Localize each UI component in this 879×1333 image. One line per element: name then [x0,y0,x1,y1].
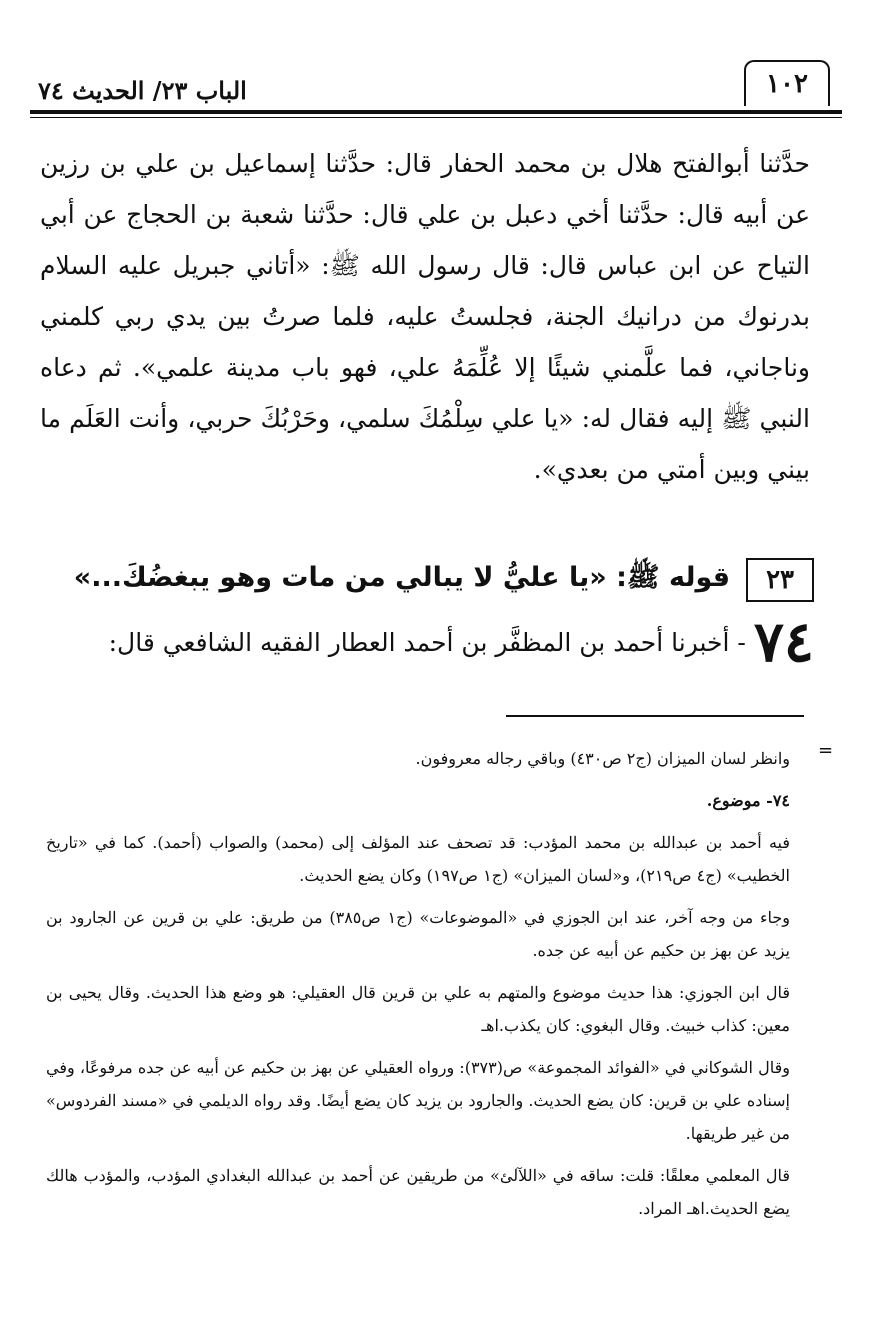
main-text: حدَّثنا أبوالفتح هلال بن محمد الحفار قال: حدَّثنا إسماعيل بن علي بن رزين عن أبيه قال: حدَّثنا أخي دعبل بن علي قال: حدَّثنا شعبة بن الحجاج عن أبي التياح عن ابن عباس قال: قال رسول الله ﷺ: «أتاني جبريل عليه السلام بدرنوك من درانيك الجنة، فجلستُ عليه، فلما صرتُ بين يدي ربي كلمني وناجاني، فما علَّمني شيئًا إلا عُلِّمَهُ علي، فهو باب مدينة علمي». ثم دعاه النبي ﷺ إليه فقال له: «يا علي سِلْمُكَ سلمي، وحَرْبُكَ حربي، وأنت العَلَم ما بيني وبين أمتي من بعدي». [40,149,810,484]
header-rule-thin [30,117,842,118]
section-title: قوله ﷺ: «يا عليُّ لا يبالي من مات وهو يبغضُكَ...» [73,562,731,593]
footnote-line: وقال الشوكاني في «الفوائد المجموعة» ص(٣٧٣): ورواه العقيلي عن بهز بن حكيم عن أبيه عن جده مرفوعًا، وفي إسناده علي بن قرين: كان يضع الحديث. والجارود بن يزيد كان يضع أيضًا. وقد رواه الديلمي في «مسند الفردوس» من غير طريقها. [46,1058,790,1143]
footnote-continuation-mark: = [818,740,834,761]
hadith-number: ٧٤ [753,609,814,675]
running-title: الباب ٢٣/ الحديث ٧٤ [38,76,247,105]
hadith-text: - أخبرنا أحمد بن المظفَّر بن أحمد العطار الفقيه الشافعي قال: [108,627,746,657]
page-number: ١٠٢ [744,60,830,106]
footnote-line: ٧٤- موضوع. [706,791,790,810]
footnote-line: قال المعلمي معلقًا: قلت: ساقه في «اللآلئ» من طريقين عن أحمد بن عبدالله البغدادي المؤدب، والمؤدب هالك يضع الحديث.اهـ المراد. [46,1166,790,1218]
section-heading [30,555,814,605]
hadith-opening [30,609,814,675]
header-rule-thick [30,110,842,114]
footnote-line: قال ابن الجوزي: هذا حديث موضوع والمتهم به علي بن قرين قال العقيلي: هو وضع هذا الحديث. وقال يحيى بن معين: كذاب خبيث. وقال البغوي: كان يكذب.اهـ [46,983,790,1035]
page-header [30,58,842,118]
footnote-line: فيه أحمد بن عبدالله بن محمد المؤدب: قد تصحف عند المؤلف إلى (محمد) والصواب (أحمد). كما في «تاريخ الخطيب» (ج٤ ص٢١٩)، و«لسان الميزان» (ج١ ص١٩٧) وكان يضع الحديث. [46,833,791,885]
section-number-box: ٢٣ [746,558,814,602]
footnotes [46,742,790,1234]
footnote-separator [506,715,804,717]
footnote-line: وانظر لسان الميزان (ج٢ ص٤٣٠) وباقي رجاله معروفون. [415,749,790,768]
footnote-line: وجاء من وجه آخر، عند ابن الجوزي في «الموضوعات» (ج١ ص٣٨٥) من طريق: علي بن قرين عن الجارود بن يزيد عن بهز بن حكيم عن أبيه عن جده. [46,908,790,960]
